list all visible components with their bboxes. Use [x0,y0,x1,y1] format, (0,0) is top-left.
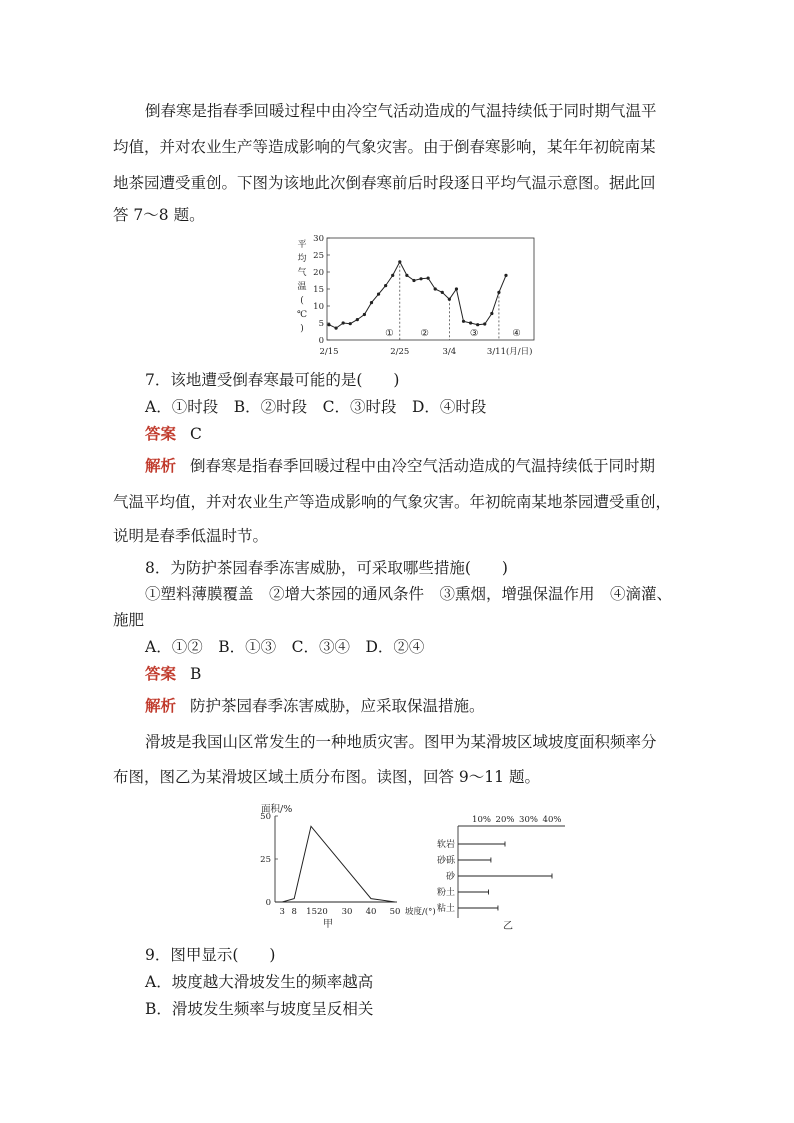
x-tick-label: 20% [495,815,515,825]
intro2-line1: 滑坡是我国山区常发生的一种地质灾害。图甲为某滑坡区域坡度面积频率分 [145,733,657,751]
y-label-char: 温 [297,282,307,292]
category-label: 软岩 [436,840,455,850]
category-label: 砂 [445,872,455,882]
q9-option-a: A．坡度越大滑坡发生的频率越高 [145,973,374,991]
x-tick-label: 50 [389,907,401,917]
q7-analysis-line3: 说明是春季低温时节。 [113,527,269,545]
y-tick-label: 30 [313,234,324,244]
y-tick-label: 0 [265,898,271,908]
intro1-line3: 地茶园遭受重创。下图为该地此次倒春寒前后时段逐日平均气温示意图。据此回 [113,174,656,192]
temperature-series-line [329,262,506,328]
q8-answer-row [145,664,201,684]
q8-options: A．①② B．①③ C．③④ D．②④ [145,638,425,656]
y-tick-label: 10 [313,302,324,312]
segment-label: ③ [469,328,479,339]
temperature-point [412,279,415,282]
x-tick-label: 3/4 [442,347,457,357]
temperature-point [455,287,458,290]
chart-yi-caption: 乙 [503,921,513,932]
segment-label: ① [385,328,394,339]
x-tick-label: 2/15 [319,347,339,357]
intro1-line1: 倒春寒是指春季回暖过程中由冷空气活动造成的气温持续低于同时期气温平 [145,102,657,120]
y-tick-label: 5 [318,319,324,329]
y-label-char: ) [300,324,304,334]
analysis-label: 解析 [145,457,177,475]
q8-items-line1: ①塑料薄膜覆盖 ②增大茶园的通风条件 ③熏烟，增强保温作用 ④滴灌、 [145,585,673,603]
temperature-point [342,321,345,324]
intro1-line2: 均值，并对农业生产等造成影响的气象灾害。由于倒春寒影响，某年年初皖南某 [113,138,656,156]
temperature-point [398,260,401,263]
temperature-point [504,274,507,277]
x-tick-label: 30% [519,815,538,825]
chart-jia-caption: 甲 [323,919,333,930]
y-tick-label: 50 [260,812,271,822]
slope-area-curve [275,826,395,902]
temperature-point [448,298,451,301]
temperature-point [490,312,493,315]
temperature-point [363,313,366,316]
slope-area-chart [255,800,436,935]
segment-label: ④ [512,328,521,339]
y-label-char: 均 [297,254,307,264]
temperature-point [469,321,472,324]
q7-options: A．①时段 B．②时段 C．③时段 D．④时段 [145,398,487,416]
q8-answer: B [190,665,202,683]
q7-analysis-line2: 气温平均值，并对农业生产等造成影响的气象灾害。年初皖南某地茶园遭受重创， [113,493,672,511]
temperature-point [377,293,380,296]
temperature-point [427,277,430,280]
q7-analysis-line1: 倒春寒是指春季回暖过程中由冷空气活动造成的气温持续低于同时期 [190,457,656,475]
q8-analysis-row [145,696,485,716]
temperature-point [476,323,479,326]
q9-option-b: B．滑坡发生频率与坡度呈反相关 [145,1000,374,1018]
temperature-point [405,274,408,277]
intro1-line4: 答 7～8 题。 [113,206,205,224]
x-tick-label: 3 [279,907,285,917]
q8-analysis: 防护茶园春季冻害威胁，应采取保温措施。 [190,697,485,715]
temperature-point [384,284,387,287]
temperature-point [334,327,337,330]
temperature-point [462,320,465,323]
intro2-line2: 布图，图乙为某滑坡区域土质分布图。读图，回答 9～11 题。 [113,768,540,786]
x-tick-label: 2/25 [390,347,410,357]
temperature-point [441,291,444,294]
temperature-point [356,318,359,321]
temperature-point [483,322,486,325]
y-label-char: ( [300,296,304,306]
q7-analysis-row [145,456,655,476]
temperature-point [434,287,437,290]
x-axis-label: 坡度/(°) [405,907,436,917]
x-tick-label: 8 [291,907,297,917]
y-label-char: 平 [297,240,307,250]
y-tick-label: 25 [313,251,324,261]
x-tick-label: 40% [542,815,562,825]
y-tick-label: 20 [313,268,324,278]
temperature-point [327,323,330,326]
x-tick-label: 40 [365,907,377,917]
category-label: 粘土 [436,904,455,914]
temperature-point [391,274,394,277]
x-tick-label: 3/11(月/日) [486,347,533,357]
soil-type-chart [425,808,570,933]
x-tick-label: 1520 [306,907,328,917]
x-tick-label: 10% [472,815,491,825]
answer-label: 答案 [145,425,177,443]
analysis-label: 解析 [145,697,177,715]
y-tick-label: 25 [260,855,271,865]
category-label: 粉土 [436,888,455,898]
category-label: 砂砾 [436,856,455,866]
temperature-point [497,291,500,294]
slope-y-axis-label: 面积/% [261,804,293,815]
q8-stem: 8．为防护茶园春季冻害威胁，可采取哪些措施( ) [145,559,508,577]
temperature-point [349,322,352,325]
y-tick-label: 15 [313,285,324,295]
q7-answer-row [145,424,202,444]
temperature-y-axis-label [297,239,307,334]
y-label-char: 气 [297,268,307,278]
q8-items-line2: 施肥 [113,611,145,629]
y-label-char: ℃ [296,310,308,320]
q7-stem: 7．该地遭受倒春寒最可能的是( ) [145,371,400,389]
segment-label: ② [420,328,429,339]
temperature-point [419,277,422,280]
y-tick-label: 0 [318,336,324,346]
x-tick-label: 30 [341,907,353,917]
temperature-point [370,301,373,304]
temperature-chart [290,230,540,360]
temperature-plot-frame [327,238,534,340]
q9-stem: 9．图甲显示( ) [145,946,276,964]
q7-answer: C [190,425,202,443]
answer-label: 答案 [145,665,177,683]
